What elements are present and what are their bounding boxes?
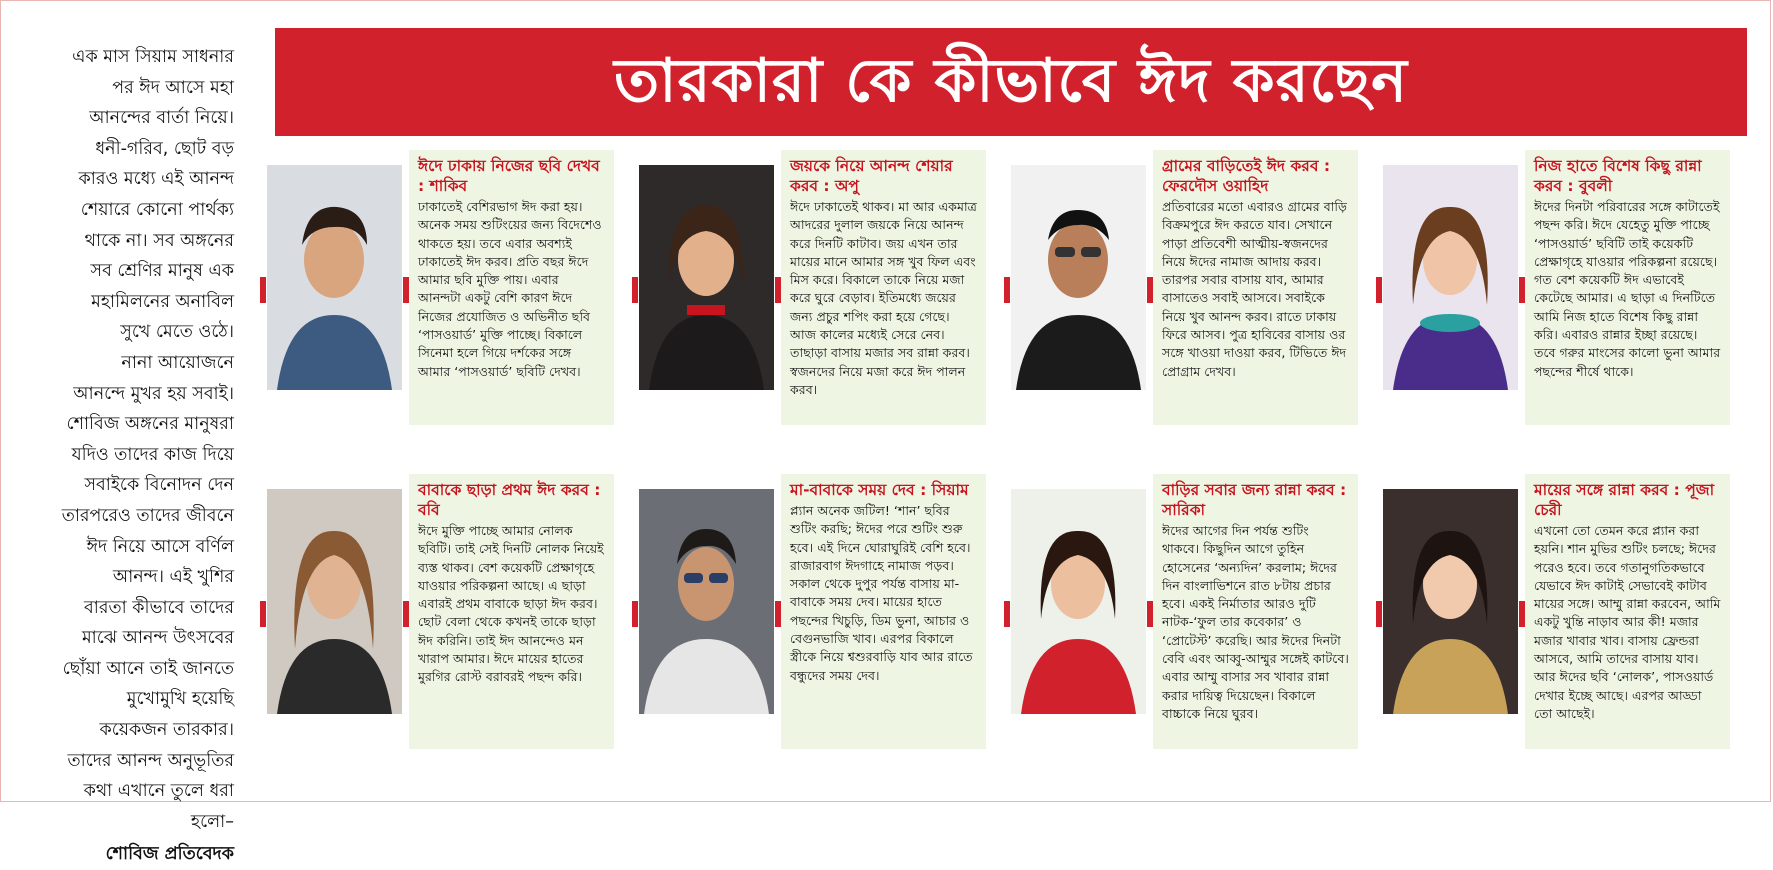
photo-apu [639, 165, 774, 390]
card-body: এখনো তো তেমন করে প্ল্যান করা হয়নি। শান মুভির শুটিং চলছে; ঈদের পরেও হবে। তবে গতানুগতিকভাবে যেভাবে ঈদ কাটাই সেভাবেই কাটাব মায়ের সঙ্গে। আম্মু রান্না করবেন, আমি একটু খুন্তি নাড়াব আর কী! মজার মজার খাবার খাব। বাসায় ফ্রেন্ডরা আসবে, আমি তাদের বাসায় যাব। আর ঈদের ছবি ‘নোলক’, পাসওয়ার্ড দেখার ইচ্ছে আছে। এরপর আড্ডা তো আছেই। [1534, 523, 1721, 721]
card-text-box [409, 150, 614, 425]
intro-text: এক মাস সিয়াম সাধনার পর ঈদ আসে মহা আনন্দের বার্তা নিয়ে। ধনী-গরিব, ছোট বড় কারও মধ্যে এই আনন্দ শেয়ারে কোনো পার্থক্য থাকে না। সব অঙ্গনের সব শ্রেণির মানুষ এক মহামিলনের অনাবিল সুখে মেতে ওঠে। নানা আয়োজনে আনন্দে মুখর হয় সবাই। শোবিজ অঙ্গনের মানুষরা যদিও তাদের কাজ দিয়ে সবাইকে বিনোদন দেন তারপরেও তাদের জীবনে ঈদ নিয়ে আসে বর্ণিল আনন্দ। এই খুশির বারতা কীভাবে তাদের মাঝে আনন্দ উৎসবের ছোঁয়া আনে তাই জানতে মুখোমুখি হয়েছি কয়েকজন তারকার। তাদের আনন্দ অনুভূতির কথা এখানে তুলে ধরা হলো– [61, 47, 234, 832]
page-title: তারকারা কে কীভাবে ঈদ করছেন [614, 46, 1408, 116]
photo-sarika [1011, 489, 1146, 714]
accent-marker [260, 601, 266, 627]
intro-column [24, 42, 234, 870]
card-bubly [1383, 140, 1747, 425]
accent-marker [632, 601, 638, 627]
card-body: ঢাকাতেই বেশিরভাগ ঈদ করা হয়। অনেক সময় শুটিংয়ের জন্য বিদেশেও থাকতে হয়। তবে এবার অবশ্যই ঢাকাতেই ঈদ করব। প্রতি বছর ঈদে আমার ছবি মুক্তি পায়। এবার আনন্দটা একটু বেশি কারণ ঈদে নিজের প্রযোজিত ও অভিনীত ছবি ‘পাসওয়ার্ড’ মুক্তি পাচ্ছে। বিকালে সিনেমা হলে গিয়ে দর্শকের সঙ্গে আমার ‘পাসওয়ার্ড’ ছবিটি দেখব। [418, 199, 602, 379]
card-heading: বাড়ির সবার জন্য রান্না করব : সারিকা [1162, 481, 1347, 519]
card-apu [639, 140, 1003, 425]
accent-marker [632, 277, 638, 303]
card-body: প্ল্যান অনেক জটিল! ‘শান’ ছবির শুটিং করছি; ঈদের পরে শুটিং শুরু হবে। এই দিনে ঘোরাঘুরিই বেশি হবে। রাজারবাগ ঈদগাহে নামাজ পড়ব। সকাল থেকে দুপুর পর্যন্ত বাসায় মা-বাবাকে সময় দেব। মায়ের হাতে পছন্দের খিচুড়ি, ডিম ভুনা, আচার ও বেগুনভাজি খাব। এরপর বিকালে স্ত্রীকে নিয়ে শ্বশুরবাড়ি যাব আর রাতে বন্ধুদের সময় দেব। [790, 503, 973, 683]
photo-siam [639, 489, 774, 714]
card-heading: ঈদে ঢাকায় নিজের ছবি দেখব : শাকিব [418, 157, 600, 195]
card-body: ঈদের আগের দিন পর্যন্ত শুটিং থাকবে। কিছুদিন আগে তুহিন হোসেনের ‘অন্যদিন’ করলাম; ঈদের দিন বাংলাভিশনে রাত ৮টায় প্রচার হবে। একই নির্মাতার আরও দুটি নাটক-‘ফুল তার কবেকার’ ও ‘প্রোটেস্ট’ করেছি। আর ঈদের দিনটা বেবি এবং আব্বু-আম্মুর সঙ্গেই কাটবে। এবার আম্মু বাসার সব খাবার রান্না করার দায়িত্ব দিয়েছেন। বিকালে বাচ্চাকে নিয়ে ঘুরব। [1162, 523, 1349, 721]
card-shakib [267, 140, 631, 425]
card-text-box [409, 474, 614, 749]
accent-marker [1376, 277, 1382, 303]
card-body: প্রতিবারের মতো এবারও গ্রামের বাড়ি বিক্রমপুরে ঈদ করতে যাব। সেখানে পাড়া প্রতিবেশী আত্মীয়-স্বজনদের নিয়ে ঈদের নামাজ আদায় করব। তারপর সবার বাসায় যাব, আমার বাসাতেও সবাই আসবে। সবাইকে নিয়ে খুব আনন্দ করব। রাতে ঢাকায় ফিরে আসব। পুত্র হাবিবের বাসায় ওর সঙ্গে খাওয়া দাওয়া করব, টিভিতে ঈদ প্রোগ্রাম দেখব। [1162, 199, 1347, 379]
card-text-box [781, 474, 986, 749]
photo-puja-cherry [1383, 489, 1518, 714]
photo-bubly [1383, 165, 1518, 390]
card-body: ঈদে ঢাকাতেই থাকব। মা আর একমাত্র আদরের দুলাল জয়কে নিয়ে আনন্দ করে দিনটি কাটাব। জয় এখন তার মায়ের মানে আমার সঙ্গ খুব ফিল এবং মিস করে। বিকালে তাকে নিয়ে মজা করে ঘুরে বেড়াব। ইতিমধ্যে জয়ের জন্য প্রচুর শপিং করা হয়ে গেছে। আজ কালের মধ্যেই সেরে নেব। তাছাড়া বাসায় মজার সব রান্না করব। স্বজনদের নিয়ে মজা করে ঈদ পালন করব। [790, 199, 977, 397]
card-text-box [1153, 474, 1358, 749]
card-text-box [1525, 150, 1730, 425]
card-heading: গ্রামের বাড়িতেই ঈদ করব : ফেরদৌস ওয়াহিদ [1162, 157, 1331, 195]
card-puja-cherry [1383, 464, 1747, 749]
accent-marker [260, 277, 266, 303]
card-heading: মায়ের সঙ্গে রান্না করব : পূজা চেরী [1534, 481, 1715, 519]
card-heading: বাবাকে ছাড়া প্রথম ঈদ করব : ববি [418, 481, 601, 519]
byline: শোবিজ প্রতিবেদক [105, 844, 234, 865]
photo-ferdous-wahid [1011, 165, 1146, 390]
card-sarika [1011, 464, 1375, 749]
card-body: ঈদে মুক্তি পাচ্ছে আমার নোলক ছবিটি। তাই সেই দিনটি নোলক নিয়েই ব্যস্ত থাকব। বেশ কয়েকটি প্রেক্ষাগৃহে যাওয়ার পরিকল্পনা আছে। এ ছাড়া এবারই প্রথম বাবাকে ছাড়া ঈদ করব। ছোট বেলা থেকে কখনই তাকে ছাড়া ঈদ করিনি। তাই ঈদ আনন্দেও মন খারাপ আমার। ঈদে মায়ের হাতের মুরগির রোস্ট বরাবরই পছন্দ করি। [418, 523, 604, 685]
card-ferdous-wahid [1011, 140, 1375, 425]
card-body: ঈদের দিনটা পরিবারের সঙ্গে কাটাতেই পছন্দ করি। ঈদে যেহেতু মুক্তি পাচ্ছে ‘পাসওয়ার্ড’ ছবিটি তাই কয়েকটি প্রেক্ষাগৃহে যাওয়ার পরিকল্পনা রয়েছে। গত বেশ কয়েকটি ঈদ এভাবেই কেটেছে আমার। এ ছাড়া এ দিনটিতে আমি নিজ হাতে বিশেষ কিছু রান্না করি। এবারও রান্নার ইচ্ছা রয়েছে। তবে গরুর মাংসের কালো ভুনা আমার পছন্দের শীর্ষে থাকে। [1534, 199, 1721, 379]
card-heading: জয়কে নিয়ে আনন্দ শেয়ার করব : অপু [790, 157, 953, 195]
card-text-box [1525, 474, 1730, 749]
accent-marker [1376, 601, 1382, 627]
title-banner [275, 28, 1747, 136]
card-heading: নিজ হাতে বিশেষ কিছু রান্না করব : বুবলী [1534, 157, 1702, 195]
card-siam [639, 464, 1003, 749]
photo-shakib [267, 165, 402, 390]
card-text-box [781, 150, 986, 425]
card-text-box [1153, 150, 1358, 425]
accent-marker [1004, 601, 1010, 627]
card-bobby [267, 464, 631, 749]
photo-bobby [267, 489, 402, 714]
card-heading: মা-বাবাকে সময় দেব : সিয়াম [790, 481, 969, 499]
accent-marker [1004, 277, 1010, 303]
